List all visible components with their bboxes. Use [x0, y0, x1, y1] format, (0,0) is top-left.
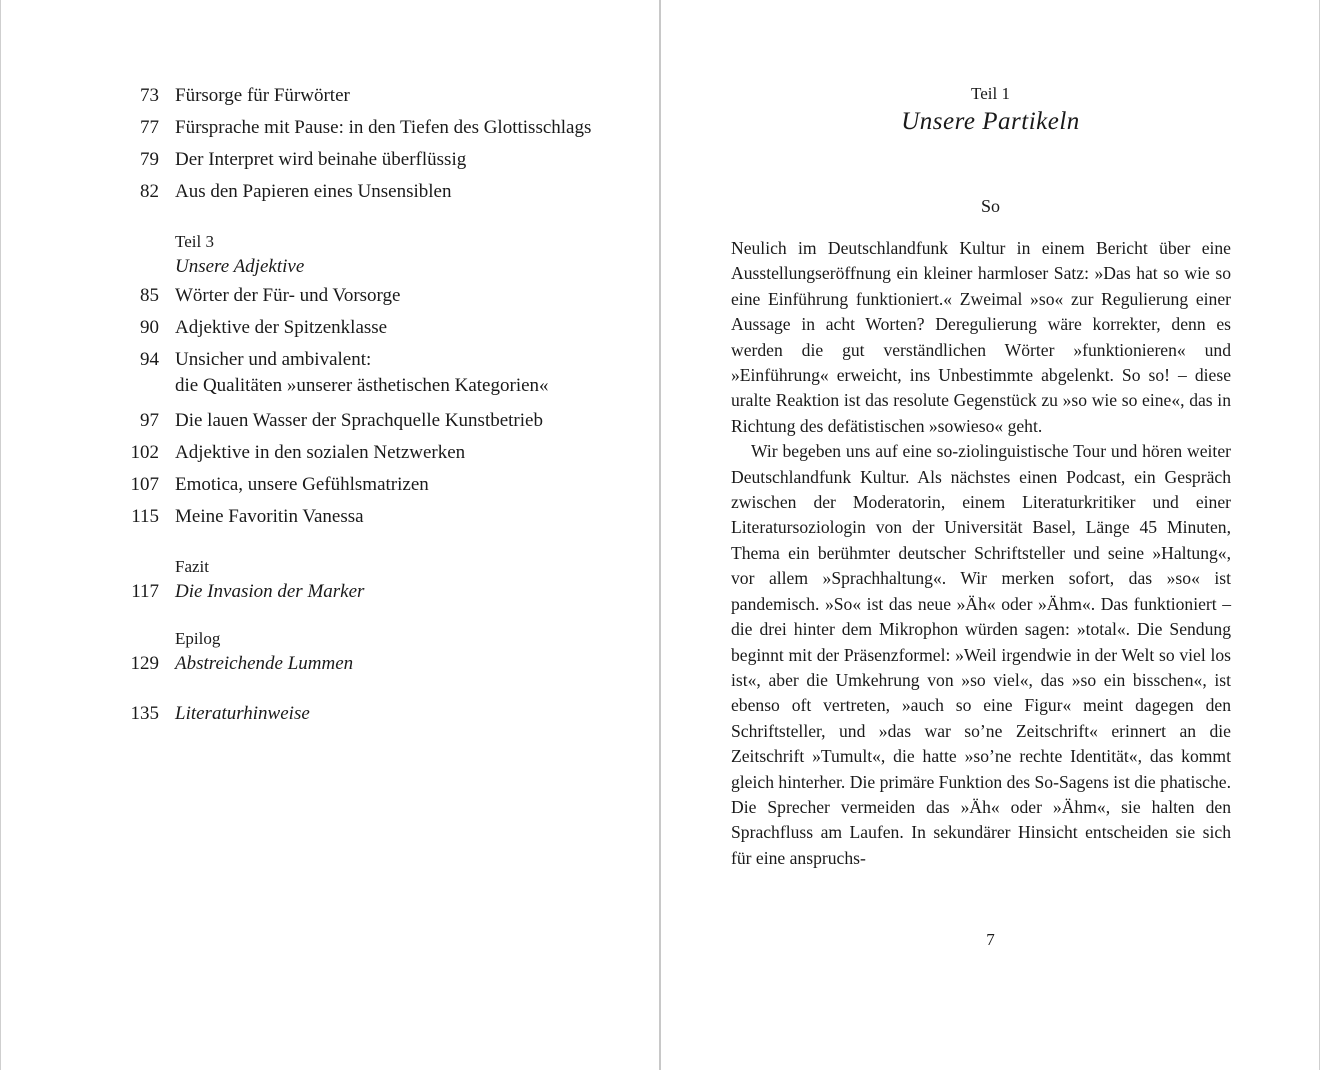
- toc-page-number: 90: [140, 317, 159, 338]
- paragraph: Wir begeben uns auf eine so-ziolinguistische Tour und hören weiter Deutschlandfunk Kultur. Als nächstes einen Podcast, ein Gespräch zwischen der Moderatorin, einem Literaturkritiker und einer Literatursoziologin von der Universität Basel, Länge 45 Minuten, Thema ein berühmter deutscher Schriftsteller und seine »Haltung«, vor allem »Sprachhaltung«. Wir merken sofort, das »so« ist pandemisch. »So« ist das neue »Äh« oder »Ähm«. Das funktioniert – die drei hinter dem Mikrophon würden sagen: »total«. Die Sendung beginnt mit der Präsenzformel: »Weil irgendwie in der Welt so viel los ist«, aber die Umkehrung von »so viel«, das »so ein bisschen«, ist ebenso oft vertreten, »auch so eine Figur« meint dagegen den Schriftsteller, und »das war so’ne Zeitschrift« erinnert an die Zeitschrift »Tumult«, die hatte »so’ne rechte Identität«, das kommt gleich hinterher. Die primäre Funktion des So-Sagens ist die phatische. Die Sprecher vermeiden das »Äh« oder »Ähm«, sie halten den Sprachfluss am Laufen. In sekundärer Hinsicht entscheiden sie sich für eine anspruchs-: [731, 441, 1231, 868]
- toc-page-number: 129: [130, 653, 159, 674]
- toc-entry-title: Fürsprache mit Pause: in den Tiefen des Glottisschlags: [175, 117, 592, 138]
- toc-part-label-text: Teil 3: [175, 232, 214, 251]
- toc-entry-title: Der Interpret wird beinahe überflüssig: [175, 149, 467, 170]
- body-text: [731, 236, 1231, 871]
- toc-entry: [1, 80, 660, 112]
- toc-epilog-label: [1, 627, 660, 651]
- toc-entry-title: Adjektive in den sozialen Netzwerken: [175, 442, 466, 463]
- toc-page-number: 73: [140, 85, 159, 106]
- toc-spacer: [1, 677, 660, 701]
- toc-fazit-label-text: Fazit: [175, 557, 209, 576]
- toc-entry-title-line1: Unsicher und ambivalent:: [175, 349, 372, 370]
- toc-page-number: 107: [130, 474, 159, 495]
- toc-epilog-label-text: Epilog: [175, 629, 221, 648]
- toc-entry-title: Adjektive der Spitzenklasse: [175, 317, 388, 338]
- toc-page-number: 79: [140, 149, 159, 170]
- toc-entry: [1, 112, 660, 144]
- part-title: Unsere Partikeln: [901, 108, 1080, 135]
- toc-part-title-text: Unsere Adjektive: [175, 256, 305, 277]
- toc-fazit-label: [1, 555, 660, 579]
- toc-entry: [1, 437, 660, 469]
- toc-page-number: 117: [131, 581, 159, 602]
- toc-page-number: 85: [140, 285, 159, 306]
- chapter-title: So: [980, 196, 1000, 216]
- toc-entry-title-line2: die Qualitäten »unserer ästhetischen Kategorien«: [175, 375, 549, 396]
- toc-entry-title: Die Invasion der Marker: [175, 581, 365, 602]
- toc-page-number: 94: [140, 349, 159, 370]
- toc-entry: [1, 144, 660, 176]
- toc-entry: [1, 405, 660, 437]
- toc-entry: [1, 280, 660, 312]
- toc-entry-title: Wörter der Für- und Vorsorge: [175, 285, 401, 306]
- toc-entry-title: Literaturhinweise: [175, 703, 310, 724]
- toc-entry-title: Abstreichende Lummen: [175, 653, 354, 674]
- toc-entry-title: Die lauen Wasser der Sprachquelle Kunstbetrieb: [175, 410, 543, 431]
- toc-entry: [1, 651, 660, 677]
- toc-entry-title: [175, 347, 549, 399]
- toc-entry-title: Emotica, unsere Gefühlsmatrizen: [175, 474, 429, 495]
- toc-part-label: [1, 230, 660, 254]
- left-page: [0, 0, 659, 1070]
- page-number: 7: [986, 930, 995, 949]
- toc-entry: [1, 176, 660, 208]
- toc-page-number: 115: [131, 506, 159, 527]
- toc-page-number: 97: [140, 410, 159, 431]
- toc-page-number: 77: [140, 117, 159, 138]
- toc-entry: [1, 701, 660, 727]
- right-page: [661, 0, 1320, 1070]
- toc-page-number: 82: [140, 181, 159, 202]
- toc-entry-title: Meine Favoritin Vanessa: [175, 506, 364, 527]
- toc-page-number: 102: [130, 442, 159, 463]
- paragraph: Neulich im Deutschlandfunk Kultur in einem Bericht über eine Ausstellungseröffnung ein kleiner harmloser Satz: »Das hat so wie so eine Einführung funktioniert.« Zweimal »so« zur Regulierung einer Aussage in acht Worten? Deregulierung wäre korrekter, denn es werden die gut verständlichen Wörter »funktionieren« und »Einführung« erweicht, ins Unbestimmte abgelenkt. So so! – diese uralte Reaktion ist das resolute Gegenstück zu »so wie so eine«, das in Richtung des defätistischen »sowieso« geht.: [731, 238, 1231, 436]
- table-of-contents: [1, 80, 660, 727]
- toc-entry: [1, 312, 660, 344]
- toc-entry: [1, 501, 660, 533]
- toc-entry: [1, 344, 660, 405]
- toc-entry: [1, 469, 660, 501]
- part-label: Teil 1: [971, 84, 1010, 103]
- toc-part-title: [1, 254, 660, 280]
- toc-page-number: 135: [130, 703, 159, 724]
- toc-entry: [1, 579, 660, 605]
- toc-entry-title: Aus den Papieren eines Unsensiblen: [175, 181, 452, 202]
- toc-entry-title: Fürsorge für Fürwörter: [175, 85, 350, 106]
